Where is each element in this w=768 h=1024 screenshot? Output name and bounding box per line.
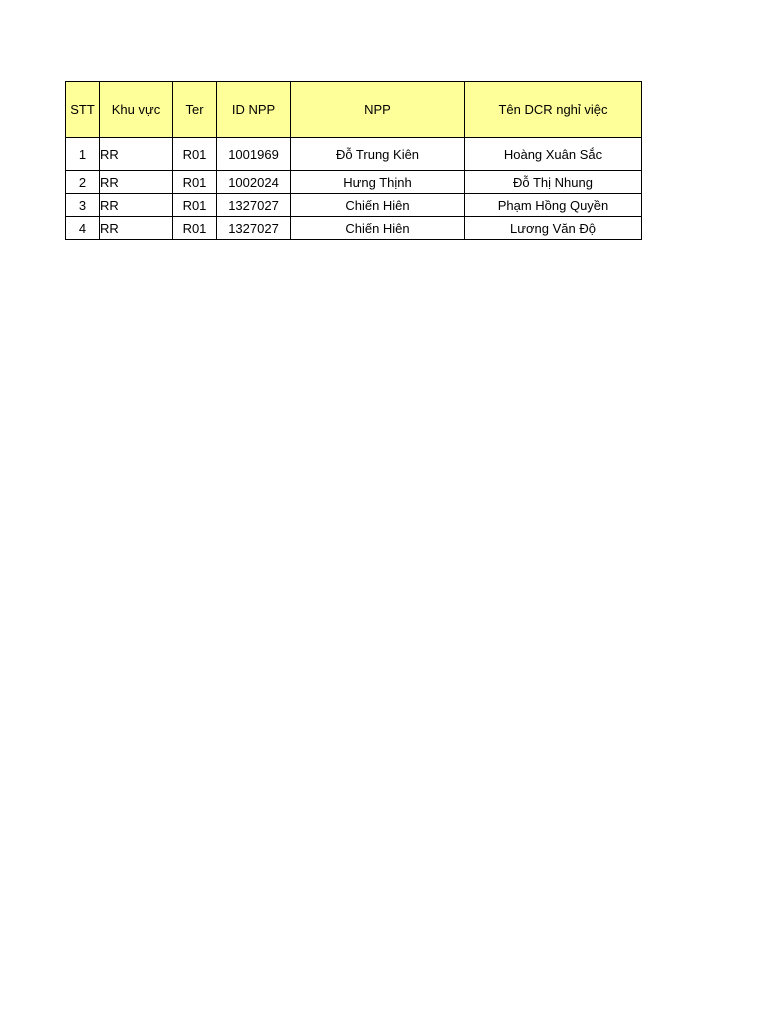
cell-stt: 2 [66,171,100,194]
cell-ten-dcr: Lương Văn Độ [465,217,642,240]
cell-ter: R01 [173,138,217,171]
cell-stt: 4 [66,217,100,240]
cell-npp: Hưng Thịnh [291,171,465,194]
cell-id-npp: 1001969 [217,138,291,171]
cell-khu-vuc: RR [100,138,173,171]
cell-khu-vuc: RR [100,171,173,194]
cell-id-npp: 1002024 [217,171,291,194]
header-npp: NPP [291,82,465,138]
header-stt: STT [66,82,100,138]
cell-ter: R01 [173,217,217,240]
header-khu-vuc: Khu vực [100,82,173,138]
cell-id-npp: 1327027 [217,217,291,240]
cell-npp: Chiến Hiên [291,194,465,217]
cell-ten-dcr: Phạm Hồng Quyền [465,194,642,217]
cell-ten-dcr: Đỗ Thị Nhung [465,171,642,194]
table-row [66,138,642,171]
cell-npp: Chiến Hiên [291,217,465,240]
cell-khu-vuc: RR [100,194,173,217]
table-row [66,217,642,240]
cell-stt: 1 [66,138,100,171]
header-ten-dcr: Tên DCR nghỉ việc [465,82,642,138]
cell-id-npp: 1327027 [217,194,291,217]
table-row [66,194,642,217]
cell-ter: R01 [173,194,217,217]
cell-khu-vuc: RR [100,217,173,240]
header-ter: Ter [173,82,217,138]
cell-npp: Đỗ Trung Kiên [291,138,465,171]
cell-ten-dcr: Hoàng Xuân Sắc [465,138,642,171]
header-id-npp: ID NPP [217,82,291,138]
cell-ter: R01 [173,171,217,194]
table-row [66,171,642,194]
header-row [66,82,642,138]
dcr-table [65,81,642,240]
cell-stt: 3 [66,194,100,217]
